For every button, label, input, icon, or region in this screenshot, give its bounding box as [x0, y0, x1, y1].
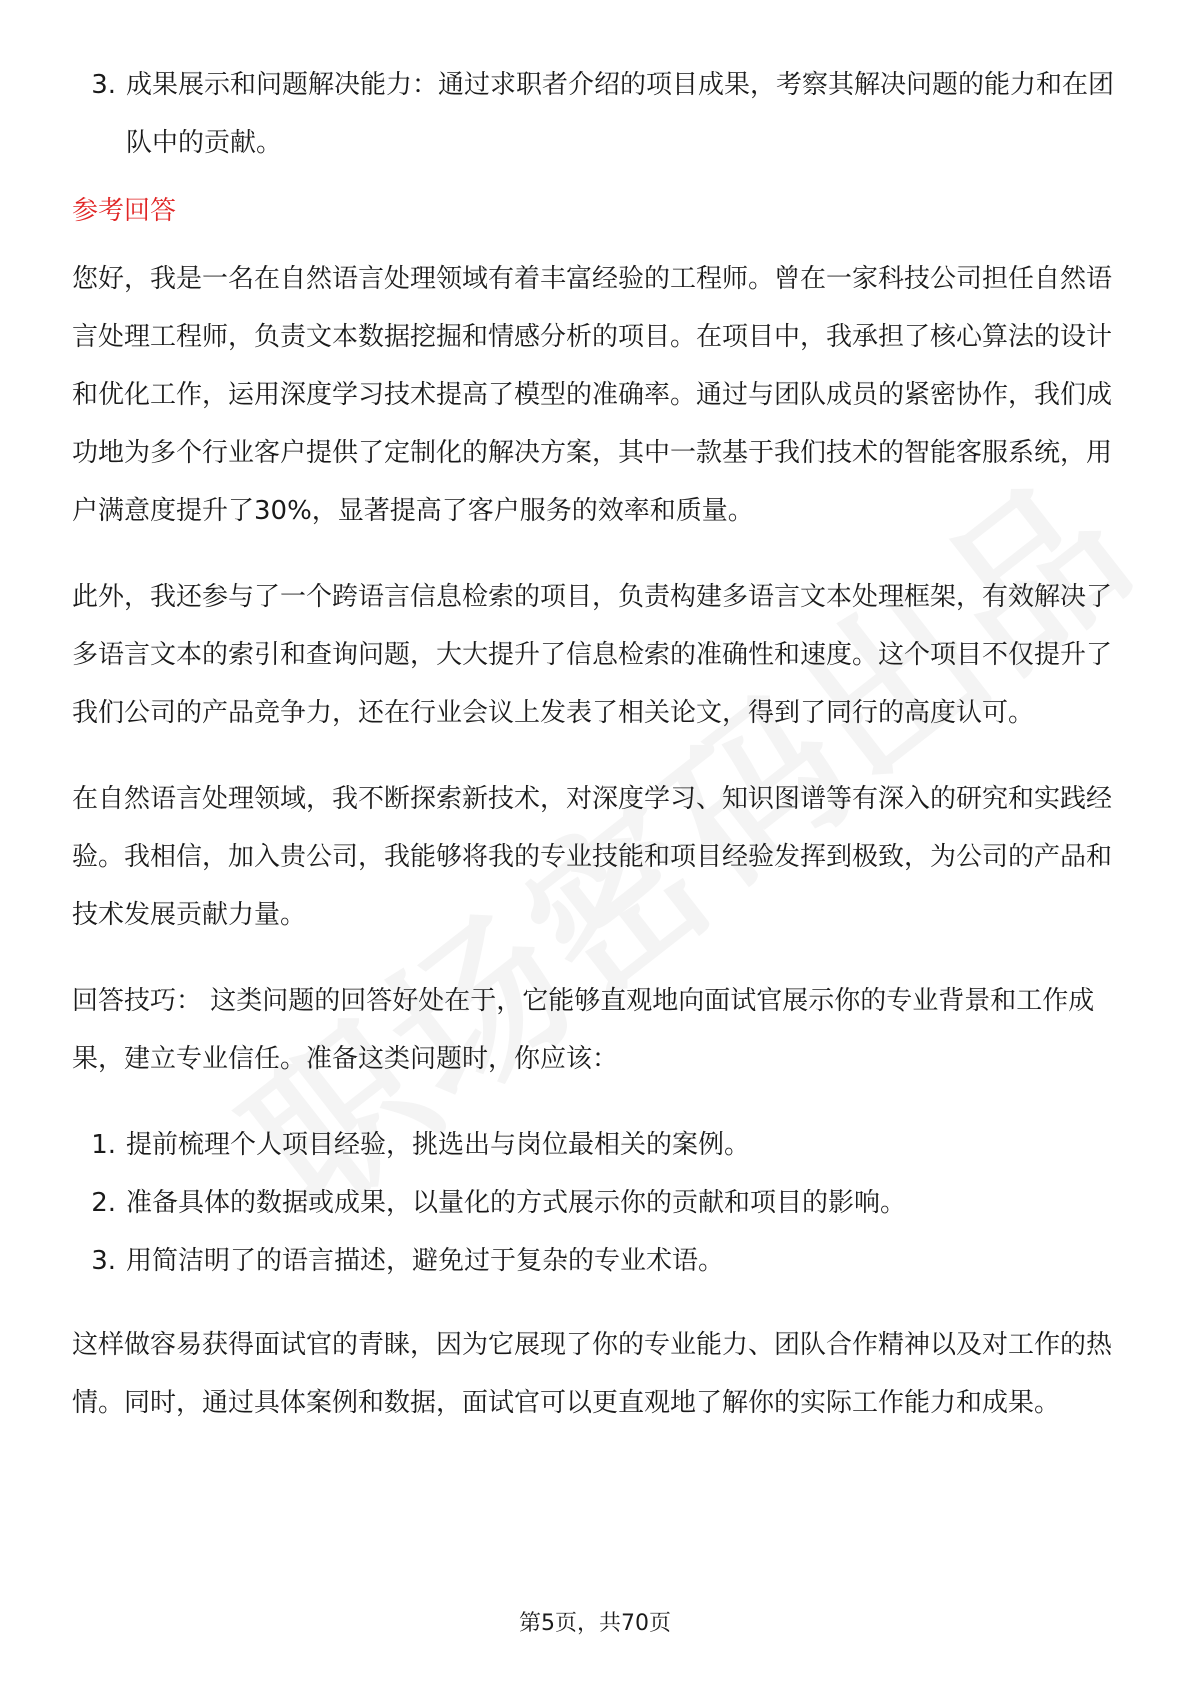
list-number: 3.	[91, 1246, 116, 1276]
page-content	[72, 56, 1122, 1460]
tips-list	[72, 1116, 1122, 1290]
list-text: 用简洁明了的语言描述，避免过于复杂的专业术语。	[126, 1246, 725, 1276]
answer-paragraph-2: 此外，我还参与了一个跨语言信息检索的项目，负责构建多语言文本处理框架，有效解决了多语言文本的索引和查询问题，大大提升了信息检索的准确性和速度。这个项目不仅提升了我们公司的产品竞争力，还在行业会议上发表了相关论文，得到了同行的高度认可。	[72, 582, 1113, 728]
list-item	[72, 1116, 1122, 1174]
list-item	[72, 1174, 1122, 1232]
page-number-footer: 第5页，共70页	[519, 1611, 671, 1636]
list-number: 3.	[91, 70, 116, 100]
reference-answer-heading: 参考回答	[72, 196, 177, 226]
list-item	[72, 1232, 1122, 1290]
list-item	[72, 56, 1122, 172]
list-text: 准备具体的数据或成果，以量化的方式展示你的贡献和项目的影响。	[126, 1188, 907, 1218]
answer-paragraph-3: 在自然语言处理领域，我不断探索新技术，对深度学习、知识图谱等有深入的研究和实践经验。我相信，加入贵公司，我能够将我的专业技能和项目经验发挥到极致，为公司的产品和技术发展贡献力量。	[72, 784, 1113, 930]
criteria-list	[72, 56, 1122, 172]
answer-paragraph-1: 您好，我是一名在自然语言处理领域有着丰富经验的工程师。曾在一家科技公司担任自然语言处理工程师，负责文本数据挖掘和情感分析的项目。在项目中，我承担了核心算法的设计和优化工作，运用深度学习技术提高了模型的准确率。通过与团队成员的紧密协作，我们成功地为多个行业客户提供了定制化的解决方案，其中一款基于我们技术的智能客服系统，用户满意度提升了30%，显著提高了客户服务的效率和质量。	[72, 264, 1113, 526]
list-number: 1.	[91, 1130, 116, 1160]
list-text: 提前梳理个人项目经验，挑选出与岗位最相关的案例。	[126, 1130, 751, 1160]
list-text: 成果展示和问题解决能力：通过求职者介绍的项目成果，考察其解决问题的能力和在团队中的贡献。	[126, 70, 1115, 158]
tips-intro-paragraph: 回答技巧： 这类问题的回答好处在于，它能够直观地向面试官展示你的专业背景和工作成果，建立专业信任。准备这类问题时，你应该：	[72, 986, 1095, 1074]
closing-paragraph: 这样做容易获得面试官的青睐，因为它展现了你的专业能力、团队合作精神以及对工作的热情。同时，通过具体案例和数据，面试官可以更直观地了解你的实际工作能力和成果。	[72, 1330, 1113, 1418]
list-number: 2.	[91, 1188, 116, 1218]
